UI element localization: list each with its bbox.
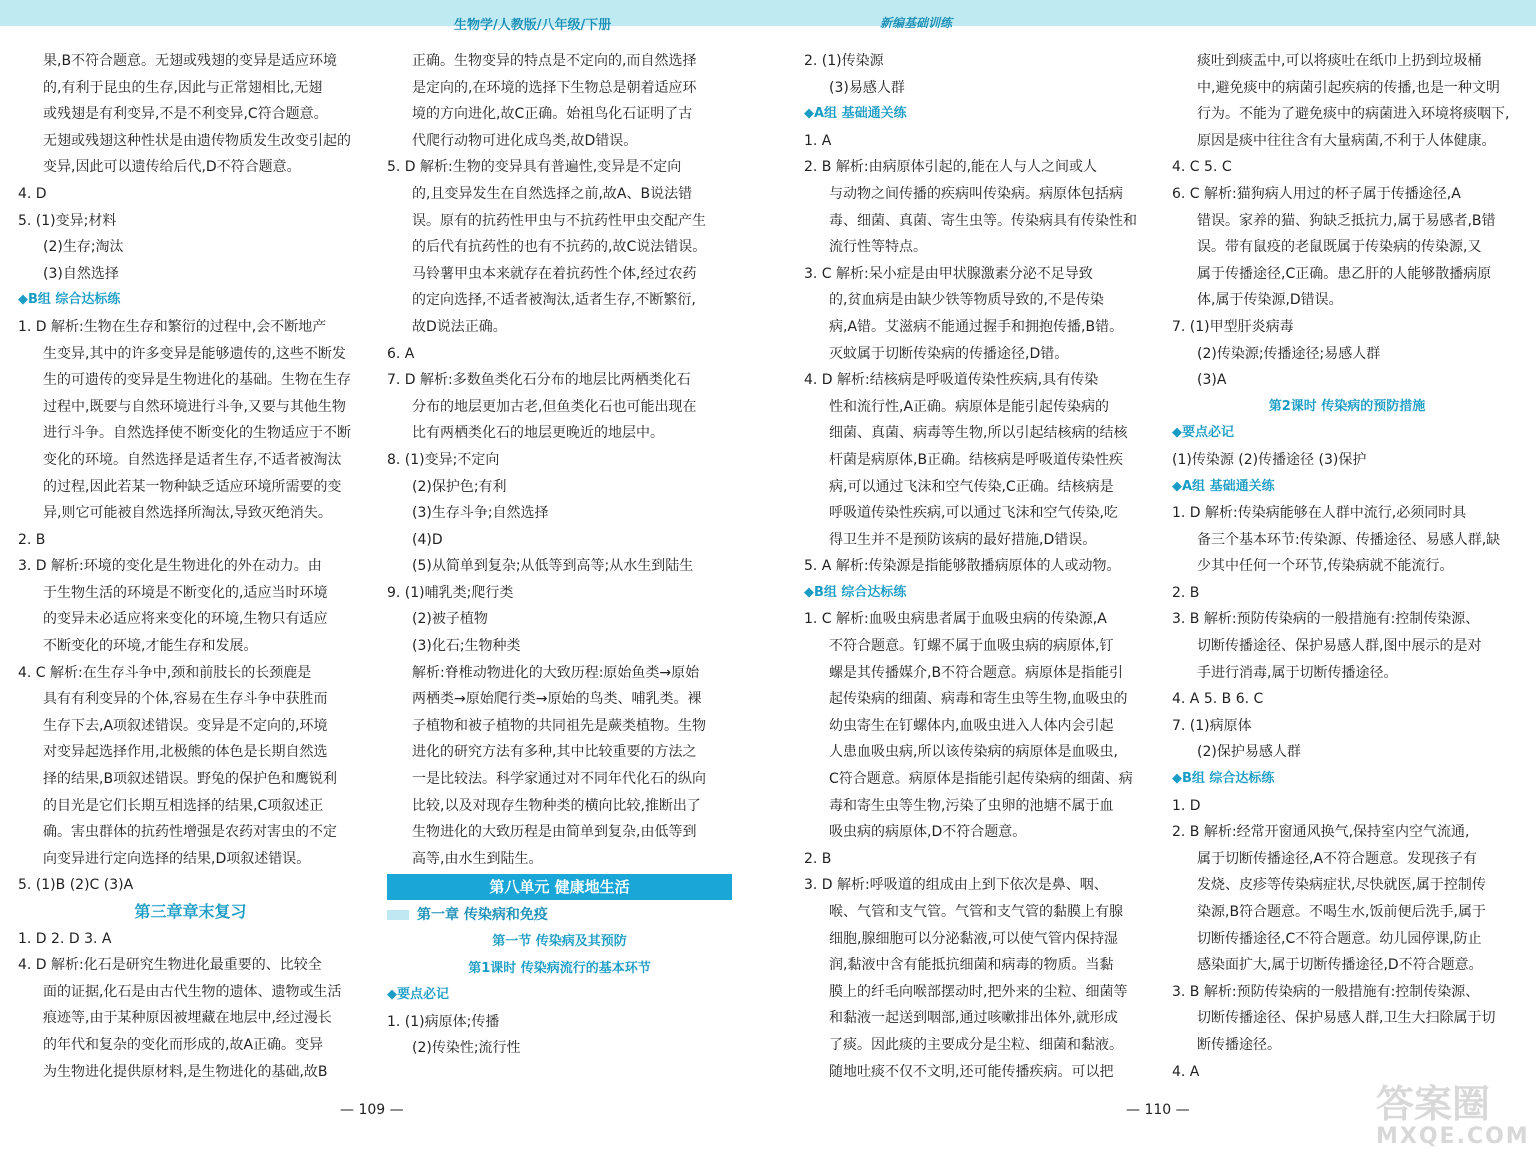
text-line: (2)保护色;有利 bbox=[412, 478, 507, 495]
text-line: 了痰。因此痰的主要成分是尘粒、细菌和黏液。 bbox=[829, 1036, 1123, 1053]
text-line: 不断变化的环境,才能生存和发展。 bbox=[43, 638, 258, 655]
column-2 bbox=[387, 48, 732, 1062]
text-line: 的过程,因此若某一物种缺乏适应环境所需要的变 bbox=[43, 478, 342, 495]
text-line: 喉、气管和支气管。气管和支气管的黏膜上有腺 bbox=[829, 904, 1123, 920]
text-line: 4. D bbox=[18, 185, 47, 202]
text-line: 正确。生物变异的特点是不定向的,而自然选择 bbox=[412, 53, 697, 69]
text-line: 两栖类→原始爬行类→原始的鸟类、哺乳类。裸 bbox=[412, 691, 702, 708]
column-4 bbox=[1172, 48, 1522, 1085]
text-line: 向变异进行定向选择的结果,D项叙述错误。 bbox=[43, 850, 311, 867]
text-line: 灭蚊属于切断传染病的传播途径,D错。 bbox=[829, 345, 1069, 362]
text-line: 3. B 解析:预防传染病的一般措施有:控制传染源、 bbox=[1172, 983, 1480, 1000]
text-line: 膜上的纤毛向喉部摆动时,把外来的尘粒、细菌等 bbox=[829, 983, 1128, 1000]
text-line: 异,则它可能被自然选择所淘汰,导致灭绝消失。 bbox=[43, 505, 332, 522]
column-1 bbox=[18, 48, 363, 1085]
text-line: 进化的研究方法有多种,其中比较重要的方法之 bbox=[412, 744, 697, 761]
text-line: 具有有利变异的个体,容易在生存斗争中获胜而 bbox=[43, 691, 328, 708]
text-line: 8. (1)变异;不定向 bbox=[387, 451, 500, 468]
section-heading: ◆A组 基础通关练 bbox=[804, 106, 907, 122]
text-line: 切断传播途径、保护易感人群,图中展示的是对 bbox=[1197, 638, 1482, 655]
text-line: 感染面扩大,属于切断传播途径,D不符合题意。 bbox=[1197, 957, 1483, 974]
text-line: (5)从简单到复杂;从低等到高等;从水生到陆生 bbox=[412, 558, 694, 575]
text-line: 4. A bbox=[1172, 1063, 1200, 1080]
text-line: (3)自然选择 bbox=[43, 265, 119, 282]
text-line: 7. D 解析:多数鱼类化石分布的地层比两栖类化石 bbox=[387, 372, 691, 389]
text-line: 故D说法正确。 bbox=[412, 318, 507, 335]
text-line: 性和流行性,A正确。病原体是能引起传染病的 bbox=[829, 398, 1110, 415]
unit-title-banner: 第八单元 健康地生活 bbox=[387, 874, 732, 900]
text-line: 变化的环境。自然选择是适者生存,不适者被淘汰 bbox=[43, 451, 342, 468]
text-line: 马铃薯甲虫本来就存在着抗药性个体,经过农药 bbox=[412, 265, 697, 282]
text-line: 病,A错。艾滋病不能通过握手和拥抱传播,B错。 bbox=[829, 318, 1124, 335]
text-line: 随地吐痰不仅不文明,还可能传播疾病。可以把 bbox=[829, 1063, 1114, 1080]
text-line: 比有两栖类化石的地层更晚近的地层中。 bbox=[412, 425, 664, 442]
text-line: (2)保护易感人群 bbox=[1197, 744, 1301, 761]
section-heading: ◆要点必记 bbox=[387, 987, 449, 1003]
section-heading: ◆B组 综合达标练 bbox=[1172, 771, 1275, 787]
text-line: 不符合题意。钉螺不属于血吸虫病的病原体,钉 bbox=[829, 638, 1114, 655]
text-line: 2. (1)传染源 bbox=[804, 53, 884, 69]
text-line: 1. D 2. D 3. A bbox=[18, 930, 112, 947]
text-line: 病,可以通过飞沫和空气传染,C正确。结核病是 bbox=[829, 478, 1114, 495]
text-line: 吸虫病的病原体,D不符合题意。 bbox=[829, 824, 1027, 841]
text-line: 中,避免痰中的病菌引起疾病的传播,也是一种文明 bbox=[1197, 79, 1500, 96]
watermark-logo bbox=[1376, 1082, 1530, 1159]
text-line: 高等,由水生到陆生。 bbox=[412, 850, 543, 867]
text-line: 3. D 解析:环境的变化是生物进化的外在动力。由 bbox=[18, 558, 322, 575]
text-line: 比较,以及对现存生物种类的横向比较,推断出了 bbox=[412, 797, 701, 814]
text-line: 1. D 解析:生物在生存和繁衍的过程中,会不断地产 bbox=[18, 318, 327, 335]
text-line: 少其中任何一个环节,传染病就不能流行。 bbox=[1197, 558, 1454, 575]
text-line: 呼吸道传染性疾病,可以通过飞沫和空气传染,吃 bbox=[829, 505, 1118, 522]
text-line: 得卫生并不是预防该病的最好措施,D错误。 bbox=[829, 531, 1097, 548]
text-line: 解析:脊椎动物进化的大致历程:原始鱼类→原始 bbox=[412, 664, 700, 681]
text-line: 5. (1)B (2)C (3)A bbox=[18, 877, 134, 894]
text-line: 或残翅是有利变异,不是不利变异,C符合题意。 bbox=[43, 106, 328, 123]
section-heading: ◆A组 基础通关练 bbox=[1172, 478, 1275, 494]
text-line: 螺是其传播媒介,B不符合题意。病原体是指能引 bbox=[829, 664, 1124, 681]
watermark-text: 答案圈 bbox=[1376, 1082, 1491, 1126]
text-line: 痕迹等,由于某种原因被埋藏在地层中,经过漫长 bbox=[43, 1010, 332, 1027]
text-line: 误。带有鼠疫的老鼠既属于传染病的传染源,又 bbox=[1197, 239, 1482, 256]
text-line: 误。原有的抗药性甲虫与不抗药性甲虫交配产生 bbox=[412, 212, 706, 229]
text-line: 6. C 解析:猫狗病人用过的杯子属于传播途径,A bbox=[1172, 185, 1461, 202]
text-line: 手进行消毒,属于切断传播途径。 bbox=[1197, 664, 1398, 681]
header-right-title: 新编基础训练 bbox=[880, 16, 953, 30]
header-band bbox=[0, 0, 1536, 26]
text-line: 是定向的,在环境的选择下生物总是朝着适应环 bbox=[412, 79, 697, 96]
text-line: 1. (1)病原体;传播 bbox=[387, 1013, 500, 1030]
text-line: (3)易感人群 bbox=[829, 79, 905, 96]
text-line: 无翅或残翅这种性状是由遗传物质发生改变引起的 bbox=[43, 132, 351, 149]
text-line: 2. B bbox=[1172, 584, 1200, 601]
page-number-right: — 110 — bbox=[1126, 1102, 1190, 1118]
text-line: (3)化石;生物种类 bbox=[412, 638, 521, 655]
text-line: 确。害虫群体的抗药性增强是农药对害虫的不定 bbox=[43, 824, 337, 841]
text-line: 1. D 解析:传染病能够在人群中流行,必须同时具 bbox=[1172, 505, 1467, 522]
text-line: 4. D 解析:结核病是呼吸道传染性疾病,具有传染 bbox=[804, 372, 1099, 389]
text-line: 3. D 解析:呼吸道的组成由上到下依次是鼻、咽、 bbox=[804, 877, 1108, 894]
text-line: 的,贫血病是由缺少铁等物质导致的,不是传染 bbox=[829, 292, 1104, 309]
header-left-title: 生物学/人教版/八年级/下册 bbox=[454, 18, 612, 33]
text-line: (1)传染源 (2)传播途径 (3)保护 bbox=[1172, 451, 1367, 468]
text-line: 的年代和复杂的变化而形成的,故A正确。变异 bbox=[43, 1036, 324, 1053]
text-line: 体,属于传染源,D错误。 bbox=[1197, 292, 1343, 309]
text-line: (2)传染性;流行性 bbox=[412, 1040, 521, 1057]
text-line: 4. C 解析:在生存斗争中,颈和前肢长的长颈鹿是 bbox=[18, 664, 312, 681]
text-line: 痰吐到痰盂中,可以将痰吐在纸巾上扔到垃圾桶 bbox=[1197, 53, 1482, 69]
text-line: 人患血吸虫病,所以该传染病的病原体是血吸虫, bbox=[829, 744, 1118, 761]
lesson-title: 第1课时 传染病流行的基本环节 bbox=[468, 960, 651, 976]
text-line: 切断传播途径、保护易感人群,卫生大扫除属于切 bbox=[1197, 1010, 1496, 1027]
text-line: 3. B 解析:预防传染病的一般措施有:控制传染源、 bbox=[1172, 611, 1480, 628]
text-line: 属于切断传播途径,A不符合题意。发现孩子有 bbox=[1197, 850, 1478, 867]
text-line: 原因是痰中往往含有大量病菌,不利于人体健康。 bbox=[1197, 132, 1496, 149]
chapter-review-title: 第三章章末复习 bbox=[134, 902, 247, 921]
text-line: 子植物和被子植物的共同祖先是蕨类植物。生物 bbox=[412, 717, 706, 734]
text-line: 染源,B符合题意。不喝生水,饭前便后洗手,属于 bbox=[1197, 904, 1486, 920]
text-line: 代爬行动物可进化成鸟类,故D错误。 bbox=[412, 132, 638, 149]
text-line: 1. D bbox=[1172, 797, 1201, 814]
text-line: 7. (1)病原体 bbox=[1172, 717, 1252, 734]
text-line: 过程中,既要与自然环境进行斗争,又要与其他生物 bbox=[43, 398, 346, 415]
text-line: 2. B 解析:由病原体引起的,能在人与人之间或人 bbox=[804, 159, 1098, 176]
watermark-url: MXQE.COM bbox=[1376, 1124, 1530, 1149]
text-line: (2)生存;淘汰 bbox=[43, 239, 124, 256]
text-line: (2)被子植物 bbox=[412, 611, 488, 628]
text-line: (3)生存斗争;自然选择 bbox=[412, 505, 549, 522]
text-line: 的后代有抗药性的也有不抗药的,故C说法错误。 bbox=[412, 239, 707, 256]
text-line: 1. A bbox=[804, 132, 832, 149]
lesson-title: 第2课时 传染病的预防措施 bbox=[1268, 398, 1426, 414]
text-line: 4. D 解析:化石是研究生物进化最重要的、比较全 bbox=[18, 957, 322, 974]
text-line: 2. B bbox=[18, 531, 46, 548]
text-line: 行为。不能为了避免痰中的病菌进入环境将痰咽下, bbox=[1197, 106, 1510, 123]
column-3 bbox=[804, 48, 1154, 1085]
text-line: 于生物生活的环境是不断变化的,适应当时环境 bbox=[43, 584, 328, 601]
text-line: 毒和寄生虫等生物,污染了虫卵的池塘不属于血 bbox=[829, 797, 1114, 814]
text-line: 为生物进化提供原材料,是生物进化的基础,故B bbox=[43, 1063, 328, 1080]
text-line: 进行斗争。自然选择使不断变化的生物适应于不断 bbox=[43, 425, 351, 442]
chapter-title: 第一章 传染病和免疫 bbox=[387, 902, 732, 929]
section-heading: ◆要点必记 bbox=[1172, 425, 1234, 441]
text-line: 5. D 解析:生物的变异具有普遍性,变异是不定向 bbox=[387, 159, 682, 176]
text-line: 面的证据,化石是由古代生物的遗体、遗物或生活 bbox=[43, 983, 342, 1000]
text-line: 错误。家养的猫、狗缺乏抵抗力,属于易感者,B错 bbox=[1197, 212, 1496, 229]
text-line: 发烧、皮疹等传染病症状,尽快就医,属于控制传 bbox=[1197, 877, 1486, 894]
text-line: 生物进化的大致历程是由简单到复杂,由低等到 bbox=[412, 824, 697, 841]
text-line: 与动物之间传播的疾病叫传染病。病原体包括病 bbox=[829, 185, 1123, 202]
text-line: 流行性等特点。 bbox=[829, 239, 927, 256]
text-line: 属于传播途径,C正确。患乙肝的人能够散播病原 bbox=[1197, 265, 1492, 282]
text-line: 的定向选择,不适者被淘汰,适者生存,不断繁衍, bbox=[412, 292, 696, 309]
text-line: 细胞,腺细胞可以分泌黏液,可以使气管内保持湿 bbox=[829, 930, 1118, 947]
text-line: 5. A 解析:传染源是指能够散播病原体的人或动物。 bbox=[804, 558, 1121, 575]
text-line: 润,黏液中含有能抵抗细菌和病毒的物质。当黏 bbox=[829, 957, 1114, 974]
text-line: 和黏液一起送到咽部,通过咳嗽排出体外,就形成 bbox=[829, 1010, 1118, 1027]
text-line: 细菌、真菌、病毒等生物,所以引起结核病的结核 bbox=[829, 425, 1128, 442]
text-line: 的变异未必适应将来变化的环境,生物只有适应 bbox=[43, 611, 328, 628]
text-line: 境的方向进化,故C正确。始祖鸟化石证明了古 bbox=[412, 106, 693, 123]
text-line: 4. A 5. B 6. C bbox=[1172, 691, 1264, 708]
text-line: 切断传播途径,C不符合题意。幼儿园停课,防止 bbox=[1197, 930, 1482, 947]
text-line: 毒、细菌、真菌、寄生虫等。传染病具有传染性和 bbox=[829, 212, 1137, 229]
text-line: 2. B bbox=[804, 850, 832, 867]
section-heading: ◆B组 综合达标练 bbox=[18, 292, 121, 308]
text-line: (2)传染源;传播途径;易感人群 bbox=[1197, 345, 1381, 362]
text-line: C符合题意。病原体是指能引起传染病的细菌、病 bbox=[829, 771, 1133, 788]
text-line: 的,且变异发生在自然选择之前,故A、B说法错 bbox=[412, 185, 693, 202]
text-line: 断传播途径。 bbox=[1197, 1036, 1281, 1053]
text-line: (3)A bbox=[1197, 372, 1227, 389]
text-line: 的,有利于昆虫的生存,因此与正常翅相比,无翅 bbox=[43, 79, 323, 96]
text-line: 9. (1)哺乳类;爬行类 bbox=[387, 584, 514, 601]
section-title: 第一节 传染病及其预防 bbox=[492, 934, 627, 949]
text-line: 果,B不符合题意。无翅或残翅的变异是适应环境 bbox=[43, 53, 338, 69]
text-line: 生变异,其中的许多变异是能够遗传的,这些不断发 bbox=[43, 345, 346, 362]
text-line: 起传染病的细菌、病毒和寄生虫等生物,血吸虫的 bbox=[829, 691, 1128, 708]
text-line: 生存下去,A项叙述错误。变异是不定向的,环境 bbox=[43, 717, 328, 734]
text-line: 1. C 解析:血吸虫病患者属于血吸虫病的传染源,A bbox=[804, 611, 1107, 628]
text-line: 备三个基本环节:传染源、传播途径、易感人群,缺 bbox=[1197, 531, 1501, 548]
text-line: 杆菌是病原体,B正确。结核病是呼吸道传染性疾 bbox=[829, 451, 1124, 468]
text-line: 3. C 解析:呆小症是由甲状腺激素分泌不足导致 bbox=[804, 265, 1093, 282]
text-line: 生的可遗传的变异是生物进化的基础。生物在生存 bbox=[43, 372, 351, 389]
text-line: 分布的地层更加古老,但鱼类化石也可能出现在 bbox=[412, 398, 697, 415]
text-line: 7. (1)甲型肝炎病毒 bbox=[1172, 318, 1294, 335]
text-line: 幼虫寄生在钉螺体内,血吸虫进入人体内会引起 bbox=[829, 717, 1114, 734]
text-line: 6. A bbox=[387, 345, 415, 362]
text-line: 变异,因此可以遗传给后代,D不符合题意。 bbox=[43, 159, 301, 176]
text-line: (4)D bbox=[412, 531, 443, 548]
page-number-left: — 109 — bbox=[340, 1102, 404, 1118]
text-line: 4. C 5. C bbox=[1172, 159, 1232, 176]
section-heading: ◆B组 综合达标练 bbox=[804, 584, 907, 600]
text-line: 5. (1)变异;材料 bbox=[18, 212, 117, 229]
text-line: 2. B 解析:经常开窗通风换气,保持室内空气流通, bbox=[1172, 824, 1470, 841]
text-line: 一是比较法。科学家通过对不同年代化石的纵向 bbox=[412, 771, 706, 788]
text-line: 择的结果,B项叙述错误。野兔的保护色和鹰锐利 bbox=[43, 771, 338, 788]
text-line: 对变异起选择作用,北极熊的体色是长期自然选 bbox=[43, 744, 328, 761]
text-line: 的目光是它们长期互相选择的结果,C项叙述正 bbox=[43, 797, 324, 814]
